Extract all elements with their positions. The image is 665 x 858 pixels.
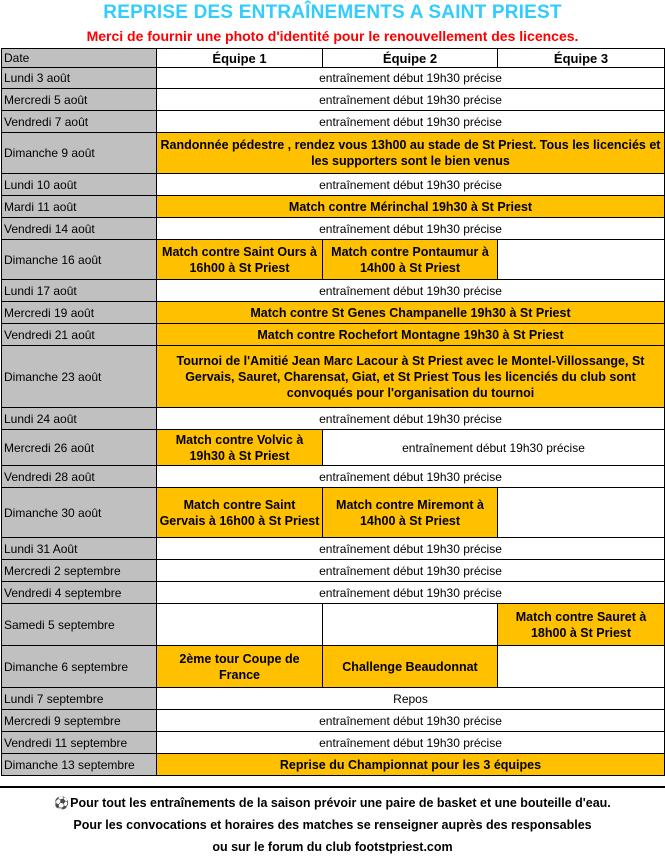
training-cell: entraînement début 19h30 précise	[157, 280, 665, 302]
empty-cell	[323, 604, 498, 646]
empty-cell	[498, 240, 665, 280]
footer-notes	[0, 786, 665, 858]
training-cell: Repos	[157, 688, 665, 710]
date-cell: Vendredi 11 septembre	[2, 732, 157, 754]
page-title: REPRISE DES ENTRAÎNEMENTS A SAINT PRIEST	[103, 2, 562, 23]
table-row	[2, 560, 665, 582]
event-cell: Match contre Pontaumur à 14h00 à St Priest	[323, 240, 498, 280]
date-cell: Dimanche 13 septembre	[2, 754, 157, 776]
table-row	[2, 732, 665, 754]
table-row	[2, 538, 665, 560]
date-cell: Mercredi 9 septembre	[2, 710, 157, 732]
training-cell: entraînement début 19h30 précise	[157, 466, 665, 488]
training-cell: entraînement début 19h30 précise	[157, 174, 665, 196]
table-row	[2, 646, 665, 688]
table-row	[2, 133, 665, 174]
event-cell: Match contre Sauret à 18h00 à St Priest	[498, 604, 665, 646]
event-cell: Tournoi de l'Amitié Jean Marc Lacour à St Priest avec le Montel-Villossange, St Gervais, Sauret, Charensat, Giat, et St Priest Tous les licenciés du club sont convoqués pour l'organisation du tournoi	[157, 346, 665, 408]
table-row	[2, 688, 665, 710]
date-cell: Vendredi 28 août	[2, 466, 157, 488]
date-cell: Dimanche 9 août	[2, 133, 157, 174]
table-row	[2, 218, 665, 240]
page-subtitle: Merci de fournir une photo d'identité pour le renouvellement des licences.	[86, 28, 579, 44]
table-row	[2, 302, 665, 324]
empty-cell	[498, 646, 665, 688]
date-cell: Vendredi 21 août	[2, 324, 157, 346]
empty-cell	[498, 488, 665, 538]
table-row	[2, 324, 665, 346]
date-cell: Vendredi 7 août	[2, 111, 157, 133]
training-cell: entraînement début 19h30 précise	[157, 68, 665, 89]
training-cell: entraînement début 19h30 précise	[157, 560, 665, 582]
table-row	[2, 196, 665, 218]
event-cell: Reprise du Championnat pour les 3 équipes	[157, 754, 665, 776]
event-cell: Match contre Miremont à 14h00 à St Priest	[323, 488, 498, 538]
table-row	[2, 346, 665, 408]
date-cell: Mercredi 5 août	[2, 89, 157, 111]
header-row	[2, 49, 665, 68]
event-cell: Match contre St Genes Champanelle 19h30 à St Priest	[157, 302, 665, 324]
training-cell: entraînement début 19h30 précise	[157, 582, 665, 604]
table-row	[2, 466, 665, 488]
table-row	[2, 582, 665, 604]
table-row	[2, 174, 665, 196]
table-row	[2, 710, 665, 732]
event-cell: Match contre Volvic à 19h30 à St Priest	[157, 430, 323, 466]
date-cell: Lundi 10 août	[2, 174, 157, 196]
table-row	[2, 430, 665, 466]
date-cell: Lundi 3 août	[2, 68, 157, 89]
date-cell: Dimanche 23 août	[2, 346, 157, 408]
date-cell: Mercredi 26 août	[2, 430, 157, 466]
date-cell: Vendredi 4 septembre	[2, 582, 157, 604]
training-cell: entraînement début 19h30 précise	[157, 218, 665, 240]
event-cell: Challenge Beaudonnat	[323, 646, 498, 688]
event-cell: Match contre Rochefort Montagne 19h30 à St Priest	[157, 324, 665, 346]
table-row	[2, 754, 665, 776]
date-cell: Dimanche 6 septembre	[2, 646, 157, 688]
footer-line-3: ou sur le forum du club footstpriest.com	[212, 840, 453, 854]
column-header-team-3: Équipe 3	[498, 49, 665, 68]
date-cell: Dimanche 16 août	[2, 240, 157, 280]
date-cell: Samedi 5 septembre	[2, 604, 157, 646]
training-cell: entraînement début 19h30 précise	[157, 538, 665, 560]
event-cell: Match contre Mérinchal 19h30 à St Priest	[157, 196, 665, 218]
schedule-body	[2, 68, 665, 776]
date-cell: Mercredi 19 août	[2, 302, 157, 324]
table-row	[2, 111, 665, 133]
table-row	[2, 89, 665, 111]
empty-cell	[157, 604, 323, 646]
table-row	[2, 604, 665, 646]
table-row	[2, 68, 665, 89]
date-cell: Lundi 31 Août	[2, 538, 157, 560]
soccer-ball-icon: ⚽	[54, 796, 70, 810]
date-cell: Dimanche 30 août	[2, 488, 157, 538]
training-cell: entraînement début 19h30 précise	[157, 408, 665, 430]
date-cell: Lundi 24 août	[2, 408, 157, 430]
column-header-team-2: Équipe 2	[323, 49, 498, 68]
training-cell: entraînement début 19h30 précise	[323, 430, 665, 466]
date-cell: Vendredi 14 août	[2, 218, 157, 240]
footer-line-1-text: Pour tout les entraînements de la saison prévoir une paire de basket et une bouteille d'eau.	[70, 796, 611, 810]
event-cell: Match contre Saint Ours à 16h00 à St Priest	[157, 240, 323, 280]
table-row	[2, 488, 665, 538]
table-row	[2, 280, 665, 302]
event-cell: 2ème tour Coupe de France	[157, 646, 323, 688]
training-cell: entraînement début 19h30 précise	[157, 710, 665, 732]
training-cell: entraînement début 19h30 précise	[157, 89, 665, 111]
training-cell: entraînement début 19h30 précise	[157, 732, 665, 754]
schedule-table	[1, 48, 665, 776]
training-cell: entraînement début 19h30 précise	[157, 111, 665, 133]
column-header-date: Date	[2, 49, 157, 68]
date-cell: Lundi 17 août	[2, 280, 157, 302]
footer-line-1	[0, 792, 665, 814]
table-row	[2, 408, 665, 430]
event-cell: Match contre Saint Gervais à 16h00 à St Priest	[157, 488, 323, 538]
footer-line-2: Pour les convocations et horaires des matches se renseigner auprès des responsables	[73, 818, 592, 832]
date-cell: Mardi 11 août	[2, 196, 157, 218]
event-cell: Randonnée pédestre , rendez vous 13h00 au stade de St Priest. Tous les licenciés et les supporters sont le bien venus	[157, 133, 665, 174]
table-row	[2, 240, 665, 280]
column-header-team-1: Équipe 1	[157, 49, 323, 68]
date-cell: Mercredi 2 septembre	[2, 560, 157, 582]
date-cell: Lundi 7 septembre	[2, 688, 157, 710]
